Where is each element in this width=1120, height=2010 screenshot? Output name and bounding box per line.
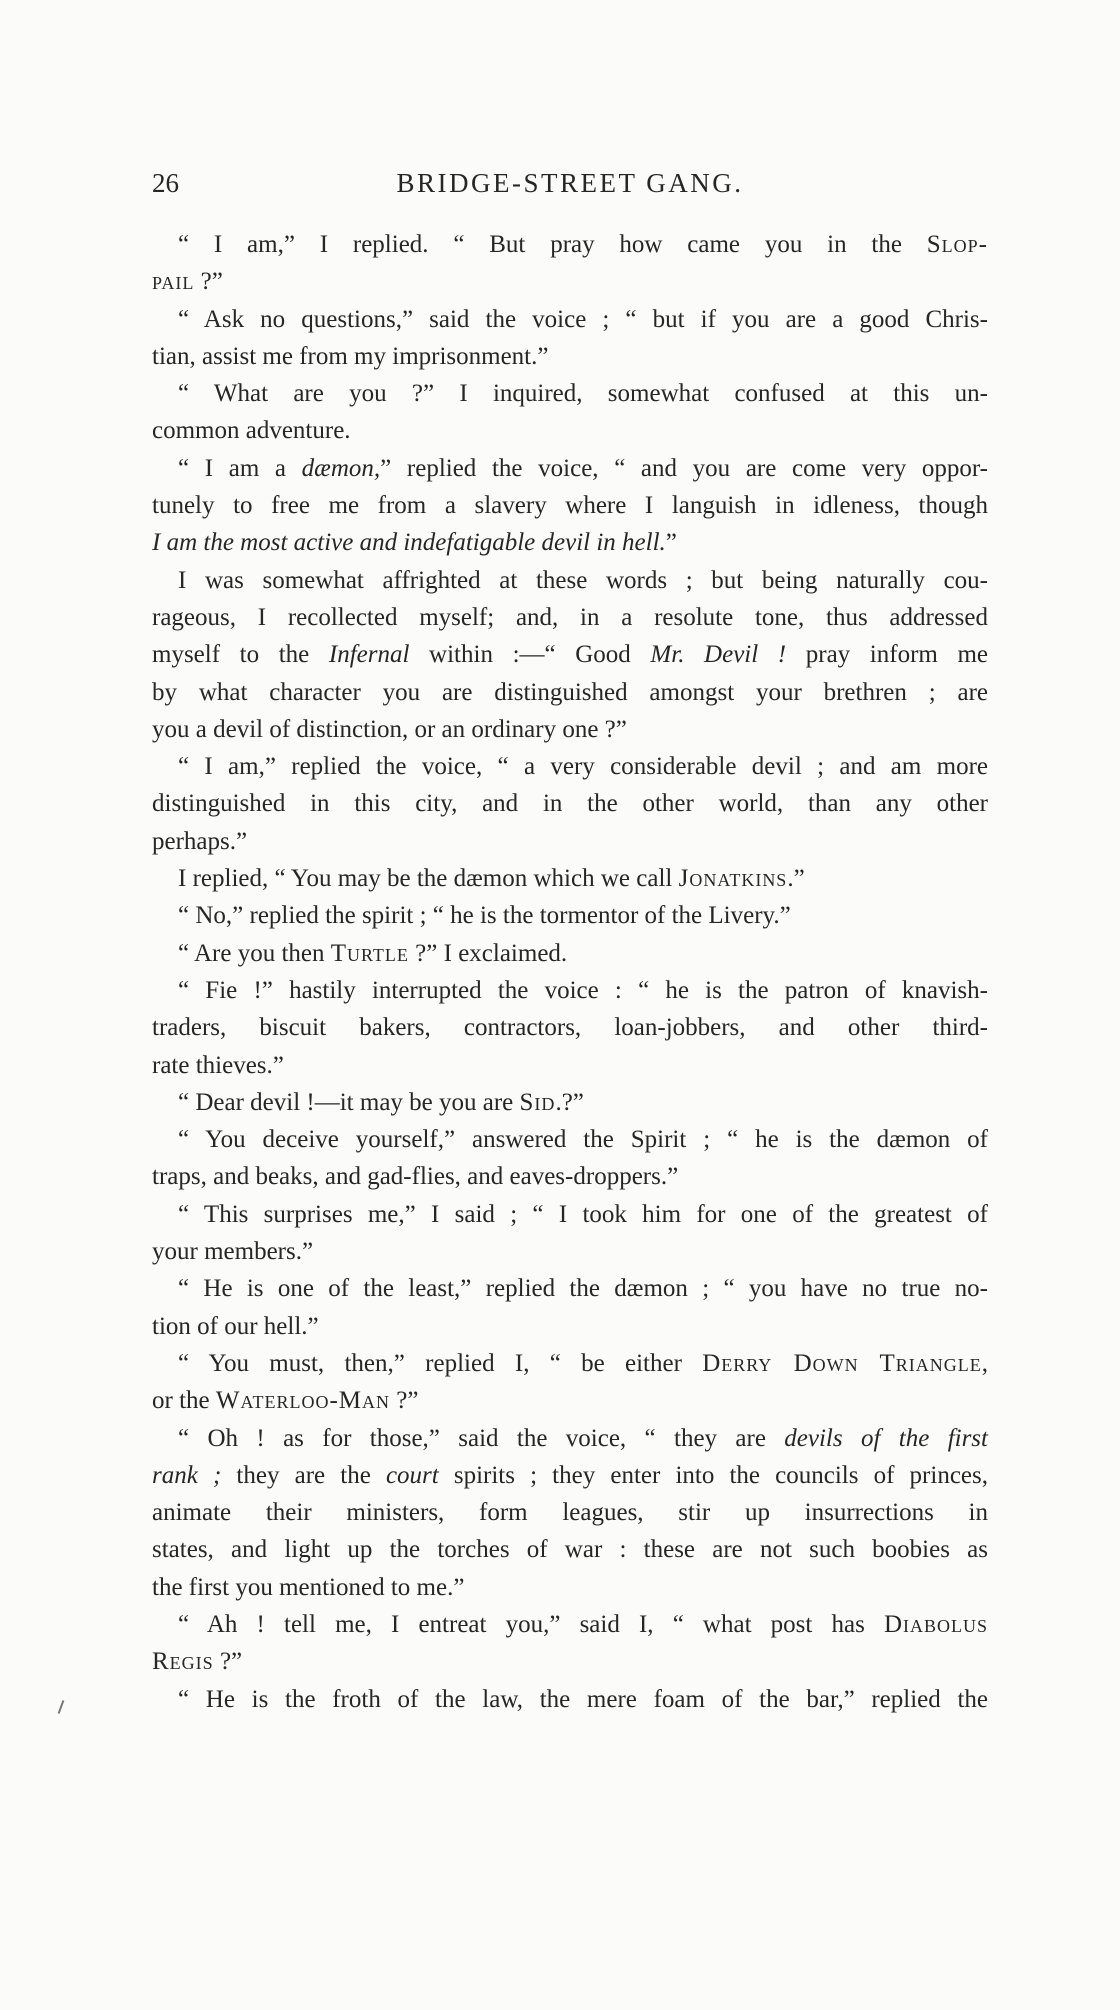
- text-line: [152, 1233, 988, 1270]
- text-segment: ” replied the voice, “ and you are come very oppor-: [380, 454, 989, 482]
- text-line: [152, 1382, 988, 1419]
- text-line: [152, 1643, 988, 1680]
- text-segment: .?”: [555, 1088, 584, 1116]
- text-segment: traps, and beaks, and gad-flies, and eaves-droppers.”: [152, 1163, 679, 1191]
- text-segment: devils of the first: [784, 1424, 988, 1452]
- text-line: [152, 1084, 988, 1121]
- text-segment: I was somewhat affrighted at these words ; but being naturally cou-: [178, 566, 988, 594]
- text-segment: “ He is one of the least,” replied the dæmon ; “ you have no true no-: [178, 1275, 988, 1303]
- text-segment: “ Oh ! as for those,” said the voice, “ they are: [178, 1424, 785, 1452]
- stray-mark: [58, 1700, 65, 1714]
- text-line: [152, 338, 988, 375]
- text-segment: ?”: [194, 268, 223, 296]
- text-line: [152, 1494, 988, 1531]
- text-segment: ”: [665, 529, 677, 557]
- text-line: [152, 1270, 988, 1307]
- text-segment: states, and light up the torches of war : these are not such boobies as: [152, 1536, 988, 1564]
- text-line: [152, 860, 988, 897]
- text-segment: rate thieves.”: [152, 1051, 284, 1079]
- text-line: [152, 1457, 988, 1494]
- text-segment: I replied, “ You may be the dæmon which we call: [178, 865, 679, 893]
- text-segment: ?” I exclaimed.: [408, 939, 568, 967]
- text-segment: ?”: [213, 1648, 243, 1676]
- text-line: [152, 1569, 988, 1606]
- text-segment: Jonatkins: [678, 865, 788, 893]
- text-line: [152, 935, 988, 972]
- text-segment: ,: [981, 1349, 988, 1377]
- text-segment: your members.”: [152, 1238, 314, 1266]
- text-line: [152, 1158, 988, 1195]
- page-header: [152, 168, 988, 208]
- text-segment: pray inform me: [786, 641, 988, 669]
- text-segment: traders, biscuit bakers, contractors, loan-jobbers, and other third-: [152, 1014, 988, 1042]
- text-line: [152, 226, 988, 263]
- text-segment: spirits ; they enter into the councils of princes,: [438, 1461, 988, 1489]
- text-segment: “ You must, then,” replied I, “ be either: [178, 1349, 703, 1377]
- text-segment: Regis: [152, 1648, 214, 1676]
- text-segment: rank ;: [152, 1461, 222, 1489]
- text-line: [152, 972, 988, 1009]
- text-segment: “ I am,” replied the voice, “ a very considerable devil ; and am more: [178, 753, 988, 781]
- text-line: [152, 636, 988, 673]
- text-segment: distinguished in this city, and in the other world, than any other: [152, 790, 988, 818]
- text-segment: within :—“ Good: [409, 641, 651, 669]
- text-line: [152, 711, 988, 748]
- text-line: [152, 301, 988, 338]
- text-line: [152, 1308, 988, 1345]
- text-segment: Derry Down Triangle: [702, 1349, 982, 1377]
- text-line: [152, 1606, 988, 1643]
- page-number: 26: [152, 168, 179, 198]
- text-segment: or the: [152, 1387, 216, 1415]
- text-line: [152, 785, 988, 822]
- text-line: [152, 823, 988, 860]
- text-segment: “ I am,” I replied. “ But pray how came you in the: [178, 231, 927, 258]
- text-line: [152, 1345, 988, 1382]
- text-segment: pail: [152, 268, 195, 296]
- text-segment: “ Are you then: [178, 939, 331, 967]
- text-segment: “ Dear devil !—it may be you are: [178, 1088, 520, 1116]
- text-segment: Diabolus: [883, 1610, 988, 1638]
- text-segment: the first you mentioned to me.”: [152, 1573, 465, 1601]
- text-segment: “ Ask no questions,” said the voice ; “ but if you are a good Chris-: [178, 305, 988, 333]
- text-line: [152, 1047, 988, 1084]
- running-head: BRIDGE-STREET GANG.: [396, 168, 744, 198]
- text-segment: Slop-: [926, 231, 988, 258]
- text-segment: “ What are you ?” I inquired, somewhat confused at this un-: [178, 380, 988, 408]
- text-line: [152, 897, 988, 934]
- text-line: [152, 1681, 988, 1718]
- text-segment: animate their ministers, form leagues, stir up insurrections in: [152, 1499, 988, 1527]
- text-segment: Sid: [519, 1088, 556, 1116]
- text-segment: Turtle: [330, 939, 409, 967]
- text-segment: myself to the: [152, 641, 329, 669]
- text-line: [152, 1196, 988, 1233]
- text-segment: perhaps.”: [152, 827, 248, 855]
- text-segment: Mr. Devil !: [650, 641, 787, 669]
- text-line: [152, 1420, 988, 1457]
- text-line: [152, 748, 988, 785]
- text-line: [152, 263, 988, 300]
- text-segment: “ I am a: [178, 454, 302, 482]
- text-segment: “ Ah ! tell me, I entreat you,” said I, “ what post has: [178, 1610, 884, 1638]
- text-segment: by what character you are distinguished amongst your brethren ; are: [152, 678, 988, 706]
- text-line: [152, 674, 988, 711]
- text-line: [152, 375, 988, 412]
- text-segment: tunely to free me from a slavery where I languish in idleness, though: [152, 492, 988, 520]
- text-line: [152, 599, 988, 636]
- text-segment: Waterloo-Man: [215, 1387, 391, 1415]
- body-text: [152, 226, 988, 1718]
- text-segment: I am the most active and indefatigable devil in hell.: [152, 529, 666, 557]
- text-segment: they are the: [221, 1461, 386, 1489]
- text-line: [152, 1009, 988, 1046]
- text-line: [152, 562, 988, 599]
- text-segment: tion of our hell.”: [152, 1312, 319, 1340]
- text-segment: ?”: [390, 1387, 419, 1415]
- text-segment: rageous, I recollected myself; and, in a resolute tone, thus addressed: [152, 603, 988, 631]
- text-segment: tian, assist me from my imprisonment.”: [152, 342, 549, 370]
- text-segment: court: [385, 1461, 439, 1489]
- text-segment: “ This surprises me,” I said ; “ I took him for one of the greatest of: [178, 1200, 988, 1228]
- text-line: [152, 1121, 988, 1158]
- text-segment: “ He is the froth of the law, the mere foam of the bar,” replied the: [178, 1685, 988, 1713]
- text-line: [152, 450, 988, 487]
- text-line: [152, 487, 988, 524]
- text-segment: you a devil of distinction, or an ordinary one ?”: [152, 715, 627, 743]
- text-line: [152, 1531, 988, 1568]
- text-line: [152, 524, 988, 561]
- text-segment: .”: [787, 865, 805, 893]
- text-line: [152, 412, 988, 449]
- text-segment: Infernal: [328, 641, 410, 669]
- text-segment: “ Fie !” hastily interrupted the voice : “ he is the patron of knavish-: [178, 976, 988, 1004]
- text-segment: common adventure.: [152, 417, 351, 445]
- text-segment: “ You deceive yourself,” answered the Spirit ; “ he is the dæmon of: [178, 1126, 988, 1154]
- text-segment: “ No,” replied the spirit ; “ he is the tormentor of the Livery.”: [178, 902, 791, 930]
- text-segment: dæmon,: [301, 454, 381, 482]
